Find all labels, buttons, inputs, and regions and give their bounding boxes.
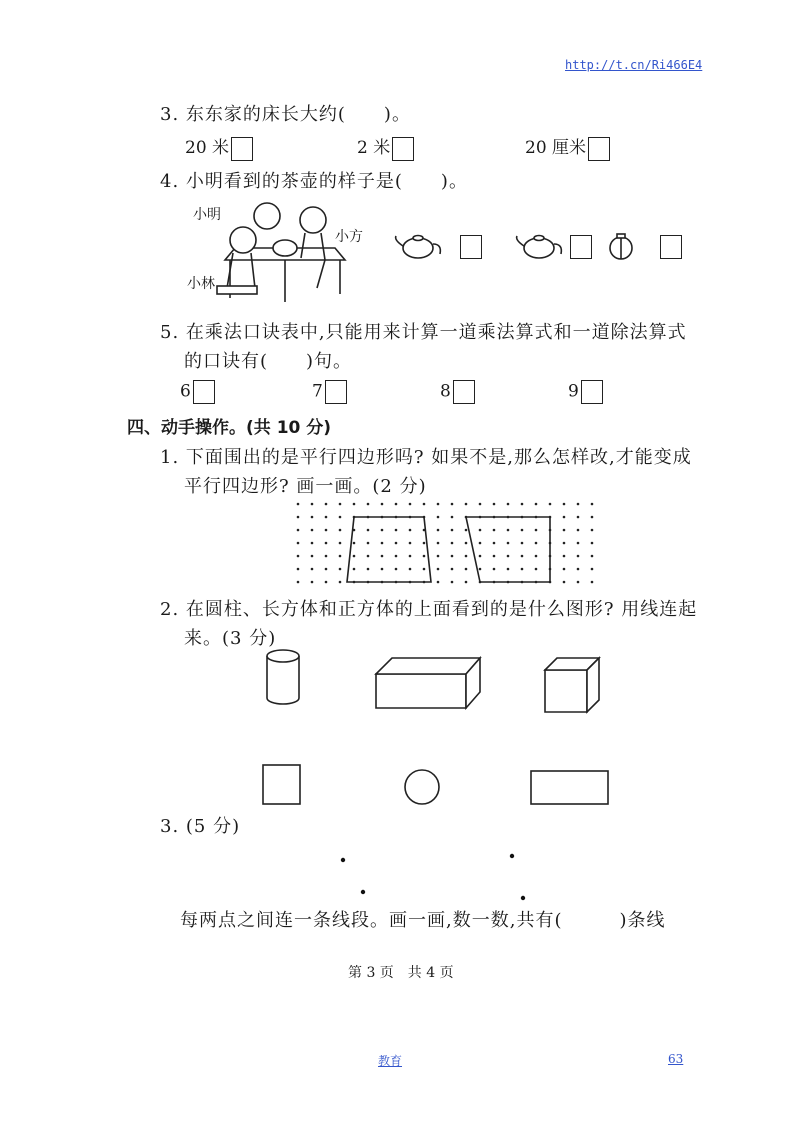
grid-dot bbox=[339, 503, 342, 506]
label-xiaoming: 小明 bbox=[193, 207, 221, 223]
q5-text-line1: 5. 在乘法口诀表中,只能用来计算一道乘法算式和一道除法算式 bbox=[160, 322, 687, 343]
q3-option-2 bbox=[357, 133, 414, 161]
grid-dot bbox=[367, 529, 370, 532]
grid-dot bbox=[451, 555, 454, 558]
grid-dot bbox=[423, 568, 426, 571]
grid-dot bbox=[577, 503, 580, 506]
grid-dot bbox=[311, 555, 314, 558]
grid-dot bbox=[325, 581, 328, 584]
q5-option-3-label: 8 bbox=[440, 381, 451, 402]
grid-dot bbox=[577, 542, 580, 545]
grid-dot bbox=[409, 529, 412, 532]
grid-dot bbox=[577, 529, 580, 532]
q5-option-1 bbox=[180, 380, 215, 404]
grid-dot bbox=[395, 542, 398, 545]
grid-dot bbox=[563, 581, 566, 584]
grid-dot bbox=[563, 542, 566, 545]
grid-dot bbox=[451, 529, 454, 532]
grid-dot bbox=[297, 542, 300, 545]
q3-option-3-checkbox[interactable] bbox=[588, 137, 610, 161]
grid-dot bbox=[409, 568, 412, 571]
grid-dot bbox=[535, 542, 538, 545]
q5-option-4 bbox=[568, 380, 603, 404]
grid-dot bbox=[535, 555, 538, 558]
q5-option-2-checkbox[interactable] bbox=[325, 380, 347, 404]
grid-dot bbox=[325, 568, 328, 571]
label-xiaolin: 小林 bbox=[187, 276, 215, 292]
grid-dot bbox=[395, 568, 398, 571]
teapot-option-1-icon bbox=[392, 232, 444, 262]
rectangle-shape-icon bbox=[530, 770, 610, 806]
grid-dot bbox=[297, 568, 300, 571]
grid-dot bbox=[479, 555, 482, 558]
q5-option-1-checkbox[interactable] bbox=[193, 380, 215, 404]
grid-dot bbox=[395, 555, 398, 558]
grid-dot bbox=[367, 503, 370, 506]
grid-dot bbox=[563, 529, 566, 532]
grid-dot bbox=[381, 542, 384, 545]
grid-dot bbox=[451, 581, 454, 584]
grid-dot bbox=[297, 503, 300, 506]
grid-dot bbox=[479, 542, 482, 545]
grid-dot bbox=[521, 568, 524, 571]
problem-3-text: 每两点之间连一条线段。画一画,数一数,共有( )条线 bbox=[180, 910, 666, 931]
grid-dot bbox=[325, 529, 328, 532]
grid-dot bbox=[451, 516, 454, 519]
grid-dot bbox=[493, 503, 496, 506]
q3-option-3-label: 20 厘米 bbox=[525, 138, 587, 158]
q5-option-2 bbox=[312, 380, 347, 404]
grid-dot bbox=[549, 503, 552, 506]
grid-dot bbox=[563, 516, 566, 519]
footer-page-number-link[interactable]: 63 bbox=[668, 1052, 684, 1066]
grid-dot bbox=[367, 555, 370, 558]
teapot-option-3-icon bbox=[606, 232, 636, 262]
grid-dot bbox=[577, 516, 580, 519]
grid-dot bbox=[437, 529, 440, 532]
q4-option-2-checkbox[interactable] bbox=[570, 235, 592, 259]
grid-dot bbox=[339, 529, 342, 532]
grid-dot bbox=[535, 529, 538, 532]
problem-1-line1: 1. 下面围出的是平行四边形吗? 如果不是,那么怎样改,才能变成 bbox=[160, 447, 692, 468]
grid-dot bbox=[451, 503, 454, 506]
grid-dot bbox=[395, 529, 398, 532]
q5-option-4-checkbox[interactable] bbox=[581, 380, 603, 404]
circle-shape-icon bbox=[403, 768, 443, 808]
grid-dot bbox=[507, 542, 510, 545]
q4-option-1-checkbox[interactable] bbox=[460, 235, 482, 259]
grid-dot bbox=[521, 555, 524, 558]
children-table-illustration bbox=[205, 198, 365, 308]
grid-dot bbox=[451, 542, 454, 545]
grid-dot bbox=[367, 568, 370, 571]
trapezoid-shape bbox=[347, 517, 431, 582]
grid-dot bbox=[353, 542, 356, 545]
grid-dot bbox=[507, 555, 510, 558]
q3-option-2-label: 2 米 bbox=[357, 138, 391, 158]
grid-dot bbox=[297, 555, 300, 558]
grid-dot bbox=[507, 568, 510, 571]
grid-dot bbox=[325, 542, 328, 545]
q4-option-3-checkbox[interactable] bbox=[660, 235, 682, 259]
grid-dot bbox=[451, 568, 454, 571]
grid-dot bbox=[353, 568, 356, 571]
grid-dot bbox=[591, 568, 594, 571]
grid-dot bbox=[423, 542, 426, 545]
grid-dot bbox=[493, 555, 496, 558]
teapot-option-2-icon bbox=[513, 232, 565, 262]
q3-option-1-label: 20 米 bbox=[185, 138, 230, 158]
grid-dot bbox=[381, 568, 384, 571]
q5-text-line2: 的口诀有( )句。 bbox=[184, 351, 353, 372]
grid-dot bbox=[297, 581, 300, 584]
parallelogram-shape bbox=[466, 517, 550, 582]
grid-dot bbox=[563, 555, 566, 558]
grid-dot bbox=[437, 568, 440, 571]
grid-dot bbox=[437, 555, 440, 558]
cuboid-icon bbox=[372, 656, 482, 711]
q5-option-3-checkbox[interactable] bbox=[453, 380, 475, 404]
footer-education-link[interactable]: 教育 bbox=[378, 1054, 403, 1068]
q3-option-3 bbox=[525, 133, 610, 161]
cube-icon bbox=[543, 656, 603, 716]
grid-dot bbox=[535, 503, 538, 506]
q5-option-1-label: 6 bbox=[180, 381, 191, 402]
grid-dot bbox=[577, 555, 580, 558]
grid-dot bbox=[311, 568, 314, 571]
label-xiaofang: 小方 bbox=[335, 229, 363, 245]
grid-dot bbox=[493, 542, 496, 545]
q3-option-1-checkbox[interactable] bbox=[231, 137, 253, 161]
square-shape-icon bbox=[262, 764, 302, 806]
grid-dot bbox=[479, 529, 482, 532]
grid-dot bbox=[591, 555, 594, 558]
grid-dot bbox=[563, 503, 566, 506]
grid-dot bbox=[311, 529, 314, 532]
page-number-text: 第 3 页 共 4 页 bbox=[348, 965, 454, 981]
grid-dot bbox=[297, 529, 300, 532]
grid-dot bbox=[423, 503, 426, 506]
problem-3-label: 3. (5 分) bbox=[160, 816, 241, 837]
grid-dot bbox=[367, 542, 370, 545]
grid-dot bbox=[465, 529, 468, 532]
grid-dot bbox=[437, 581, 440, 584]
cylinder-icon bbox=[263, 648, 303, 708]
section-4-title: 四、动手操作。(共 10 分) bbox=[127, 418, 332, 438]
q3-option-2-checkbox[interactable] bbox=[392, 137, 414, 161]
grid-dot bbox=[521, 542, 524, 545]
grid-dot bbox=[325, 503, 328, 506]
problem-2-line2: 来。(3 分) bbox=[184, 628, 277, 649]
grid-dot bbox=[479, 503, 482, 506]
grid-dot bbox=[381, 555, 384, 558]
q3-option-1 bbox=[185, 133, 253, 161]
grid-dot bbox=[381, 529, 384, 532]
grid-dot bbox=[465, 581, 468, 584]
grid-dot bbox=[465, 503, 468, 506]
problem-2-line1: 2. 在圆柱、长方体和正方体的上面看到的是什么图形? 用线连起 bbox=[160, 599, 698, 620]
grid-dot bbox=[311, 581, 314, 584]
grid-dot bbox=[353, 503, 356, 506]
grid-dot bbox=[423, 555, 426, 558]
grid-dot bbox=[465, 568, 468, 571]
grid-dot bbox=[297, 516, 300, 519]
grid-dot bbox=[591, 529, 594, 532]
grid-dot bbox=[577, 581, 580, 584]
grid-dot bbox=[409, 555, 412, 558]
q4-text: 4. 小明看到的茶壶的样子是( )。 bbox=[160, 171, 468, 192]
q5-option-3 bbox=[440, 380, 475, 404]
grid-dot bbox=[563, 568, 566, 571]
grid-dot bbox=[311, 516, 314, 519]
q3-text: 3. 东东家的床长大约( )。 bbox=[160, 104, 411, 125]
grid-dot bbox=[409, 542, 412, 545]
grid-dot bbox=[591, 542, 594, 545]
grid-dot bbox=[535, 568, 538, 571]
grid-dot bbox=[339, 542, 342, 545]
grid-dot bbox=[339, 568, 342, 571]
grid-dot bbox=[339, 516, 342, 519]
grid-dot bbox=[493, 568, 496, 571]
grid-dot bbox=[311, 542, 314, 545]
problem-1-line2: 平行四边形? 画一画。(2 分) bbox=[184, 476, 427, 497]
q5-option-4-label: 9 bbox=[568, 381, 579, 402]
grid-dot bbox=[395, 503, 398, 506]
grid-dot bbox=[437, 516, 440, 519]
grid-dot bbox=[479, 568, 482, 571]
grid-dot bbox=[325, 516, 328, 519]
grid-dot bbox=[507, 503, 510, 506]
grid-dot bbox=[465, 542, 468, 545]
grid-dot bbox=[353, 555, 356, 558]
grid-dot bbox=[409, 503, 412, 506]
grid-dot bbox=[437, 542, 440, 545]
grid-dot bbox=[521, 503, 524, 506]
grid-dot bbox=[339, 581, 342, 584]
grid-dot bbox=[521, 529, 524, 532]
grid-dot bbox=[325, 555, 328, 558]
grid-dot bbox=[339, 555, 342, 558]
header-url-link[interactable]: http://t.cn/Ri466E4 bbox=[565, 58, 703, 72]
dot-grid-quadrilaterals bbox=[290, 496, 600, 596]
grid-dot bbox=[591, 516, 594, 519]
grid-dot bbox=[465, 555, 468, 558]
grid-dot bbox=[493, 529, 496, 532]
grid-dot bbox=[437, 503, 440, 506]
q5-option-2-label: 7 bbox=[312, 381, 323, 402]
grid-dot bbox=[591, 503, 594, 506]
grid-dot bbox=[591, 581, 594, 584]
grid-dot bbox=[311, 503, 314, 506]
grid-dot bbox=[381, 503, 384, 506]
grid-dot bbox=[577, 568, 580, 571]
grid-dot bbox=[507, 529, 510, 532]
